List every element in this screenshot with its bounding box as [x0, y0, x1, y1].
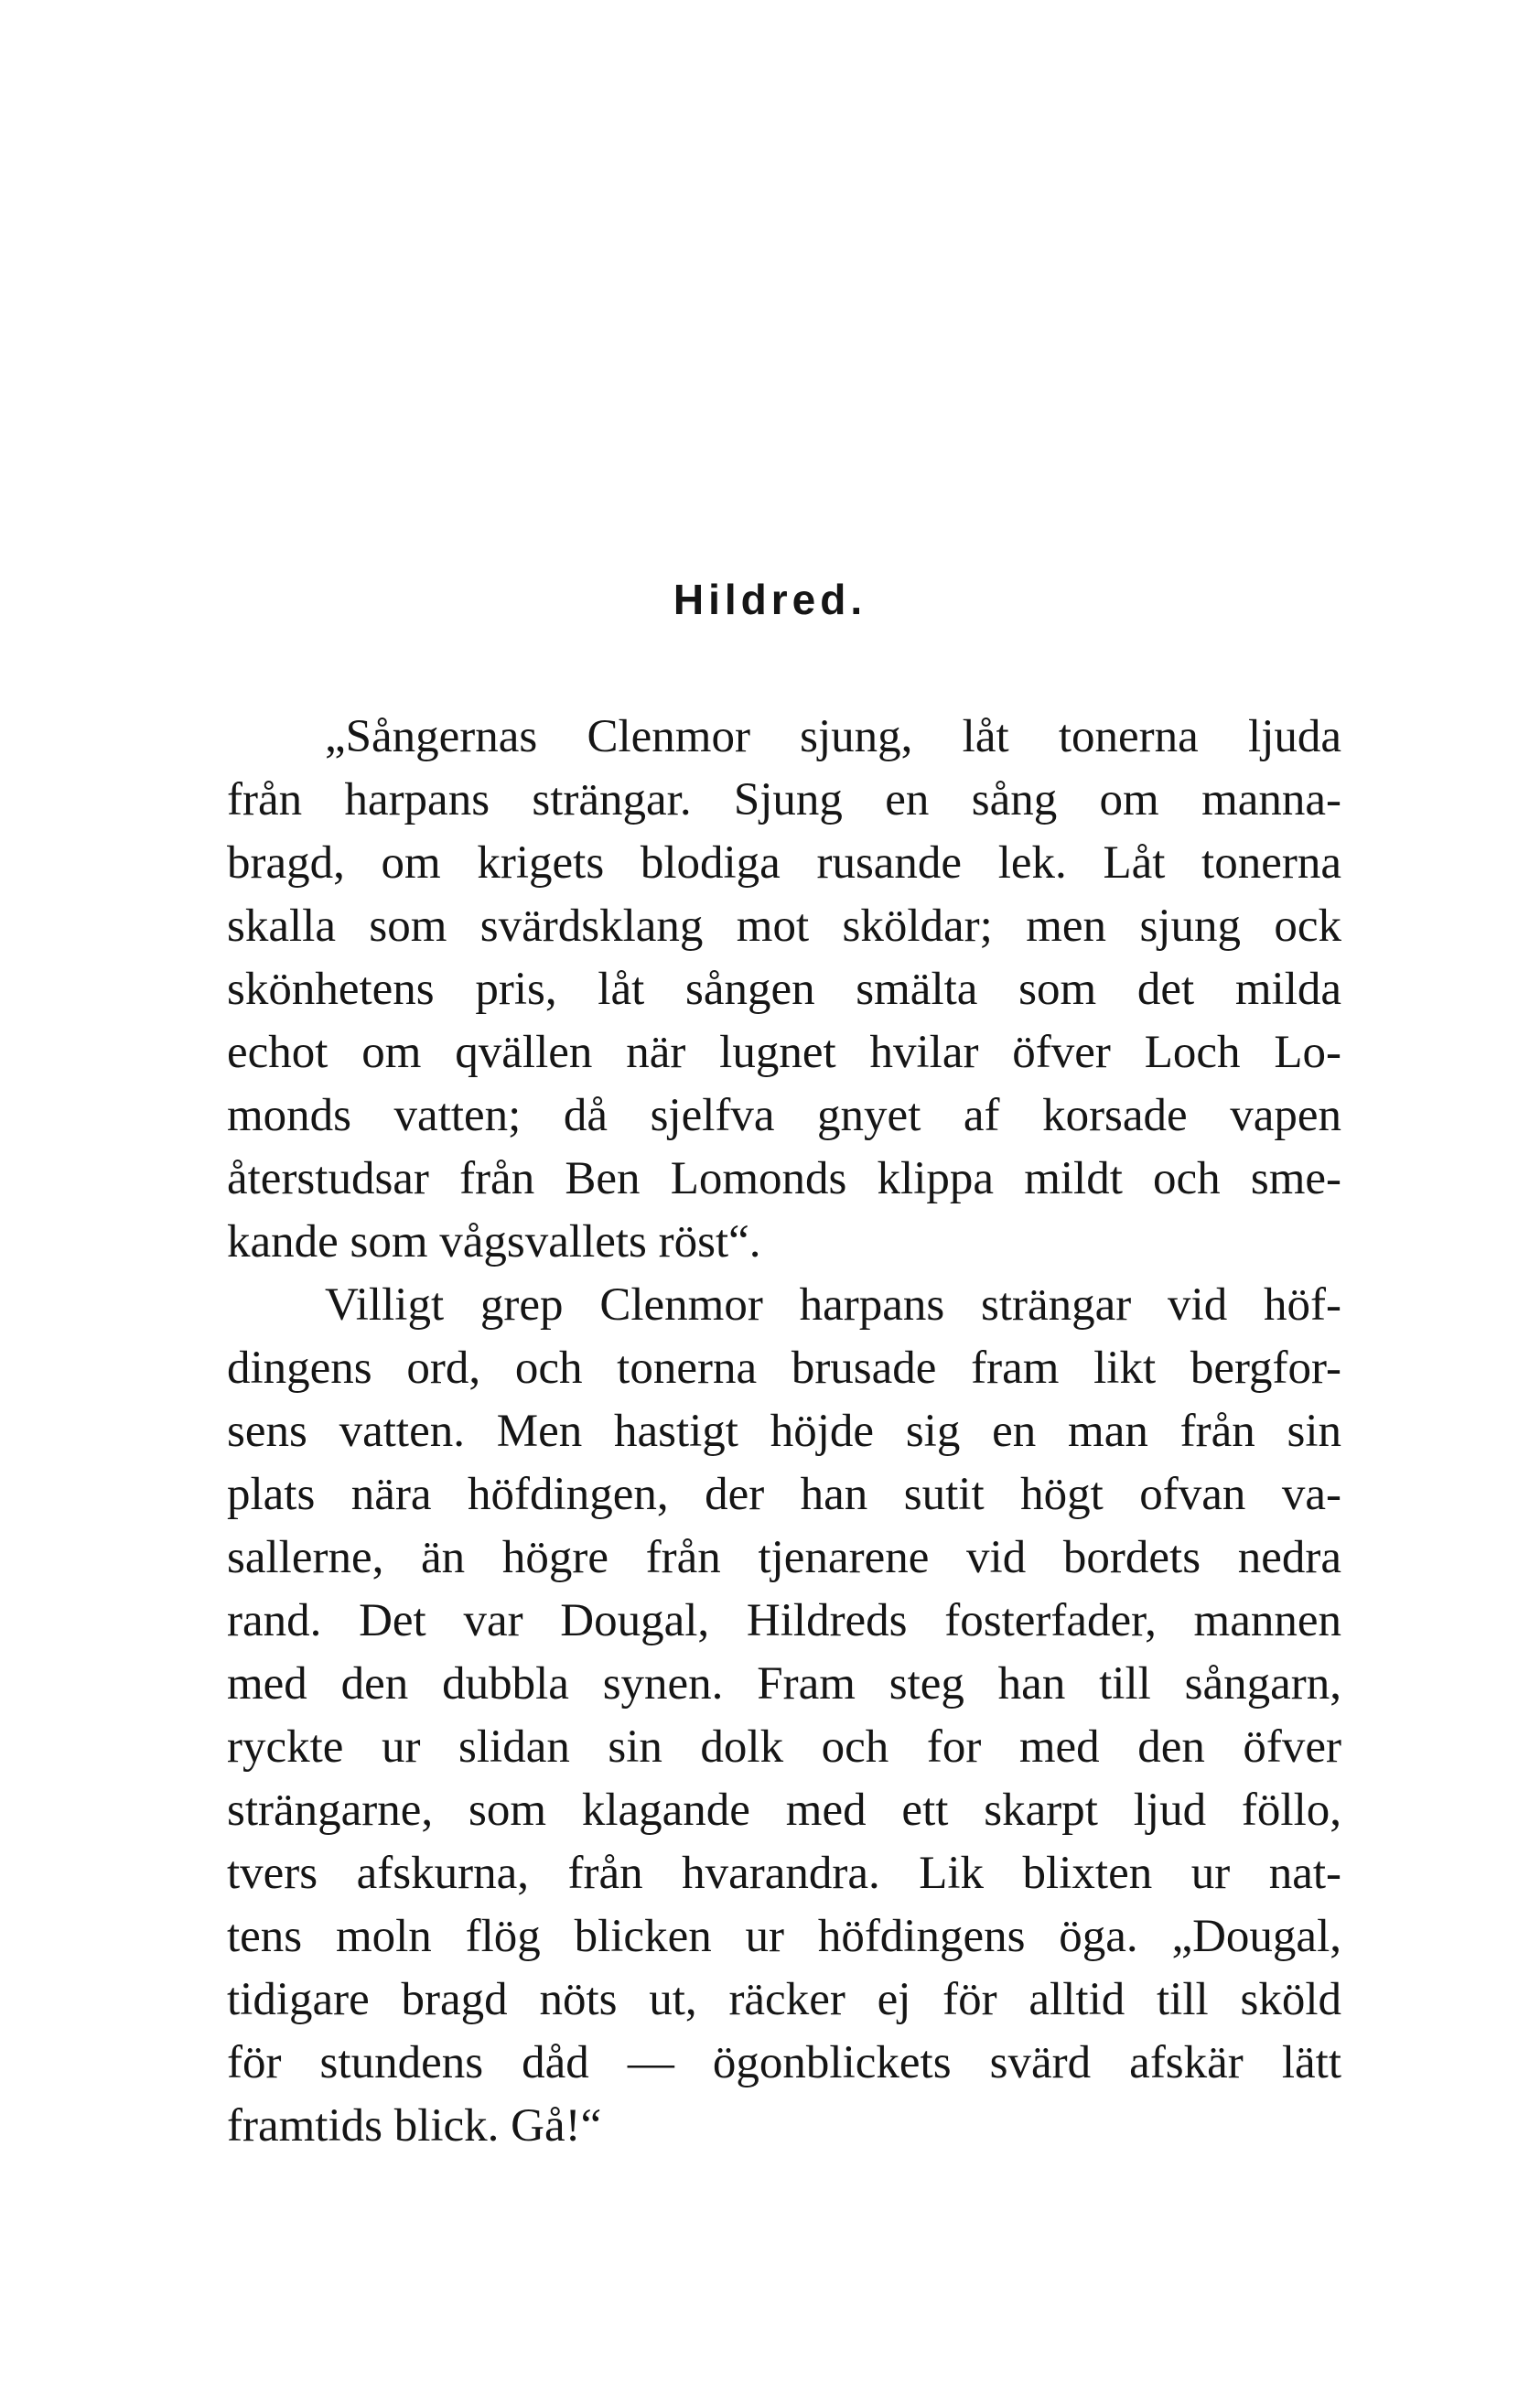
paragraph-2 [227, 1274, 1341, 2158]
text-line: bragd, om krigets blodiga rusande lek. Låt tonerna [227, 837, 1341, 889]
text-line: rand. Det var Dougal, Hildreds fosterfader, mannen [227, 1595, 1341, 1646]
text-line: sallerne, än högre från tjenarene vid bordets nedra [227, 1532, 1341, 1583]
text-line: för stundens dåd — ögonblickets svärd afskär lätt [227, 2037, 1341, 2088]
text-line: plats nära höfdingen, der han sutit högt ofvan va- [227, 1469, 1341, 1520]
text-line: återstudsar från Ben Lomonds klippa mildt och sme- [227, 1153, 1341, 1204]
text-line: Villigt grep Clenmor harpans strängar vid höf- [325, 1279, 1341, 1331]
chapter-body [227, 706, 1341, 2158]
text-line: skalla som svärdsklang mot sköldar; men sjung ock [227, 901, 1341, 952]
text-line: framtids blick. Gå!“ [227, 2100, 602, 2152]
text-line: tvers afskurna, från hvarandra. Lik blixten ur nat- [227, 1848, 1341, 1899]
text-line: från harpans strängar. Sjung en sång om manna- [227, 774, 1341, 825]
text-line: strängarne, som klagande med ett skarpt ljud föllo, [227, 1785, 1341, 1836]
text-line: monds vatten; då sjelfva gnyet af korsade vapen [227, 1090, 1341, 1141]
text-line: „Sångernas Clenmor sjung, låt tonerna ljuda [325, 711, 1341, 762]
chapter-title: Hildred. [673, 576, 867, 623]
text-line: echot om qvällen när lugnet hvilar öfver Loch Lo- [227, 1027, 1341, 1078]
text-line: med den dubbla synen. Fram steg han till sångarn, [227, 1658, 1341, 1710]
text-line: dingens ord, och tonerna brusade fram likt bergfor- [227, 1343, 1341, 1394]
text-line: tens moln flög blicken ur höfdingens öga. „Dougal, [227, 1911, 1341, 1962]
text-line: tidigare bragd nöts ut, räcker ej för alltid till sköld [227, 1974, 1341, 2025]
paragraph-1 [227, 706, 1341, 1274]
text-line: ryckte ur slidan sin dolk och for med den öfver [227, 1721, 1341, 1773]
text-line: kande som vågsvallets röst“. [227, 1216, 761, 1268]
text-line: skönhetens pris, låt sången smälta som det milda [227, 964, 1341, 1015]
text-line: sens vatten. Men hastigt höjde sig en man från sin [227, 1406, 1341, 1457]
